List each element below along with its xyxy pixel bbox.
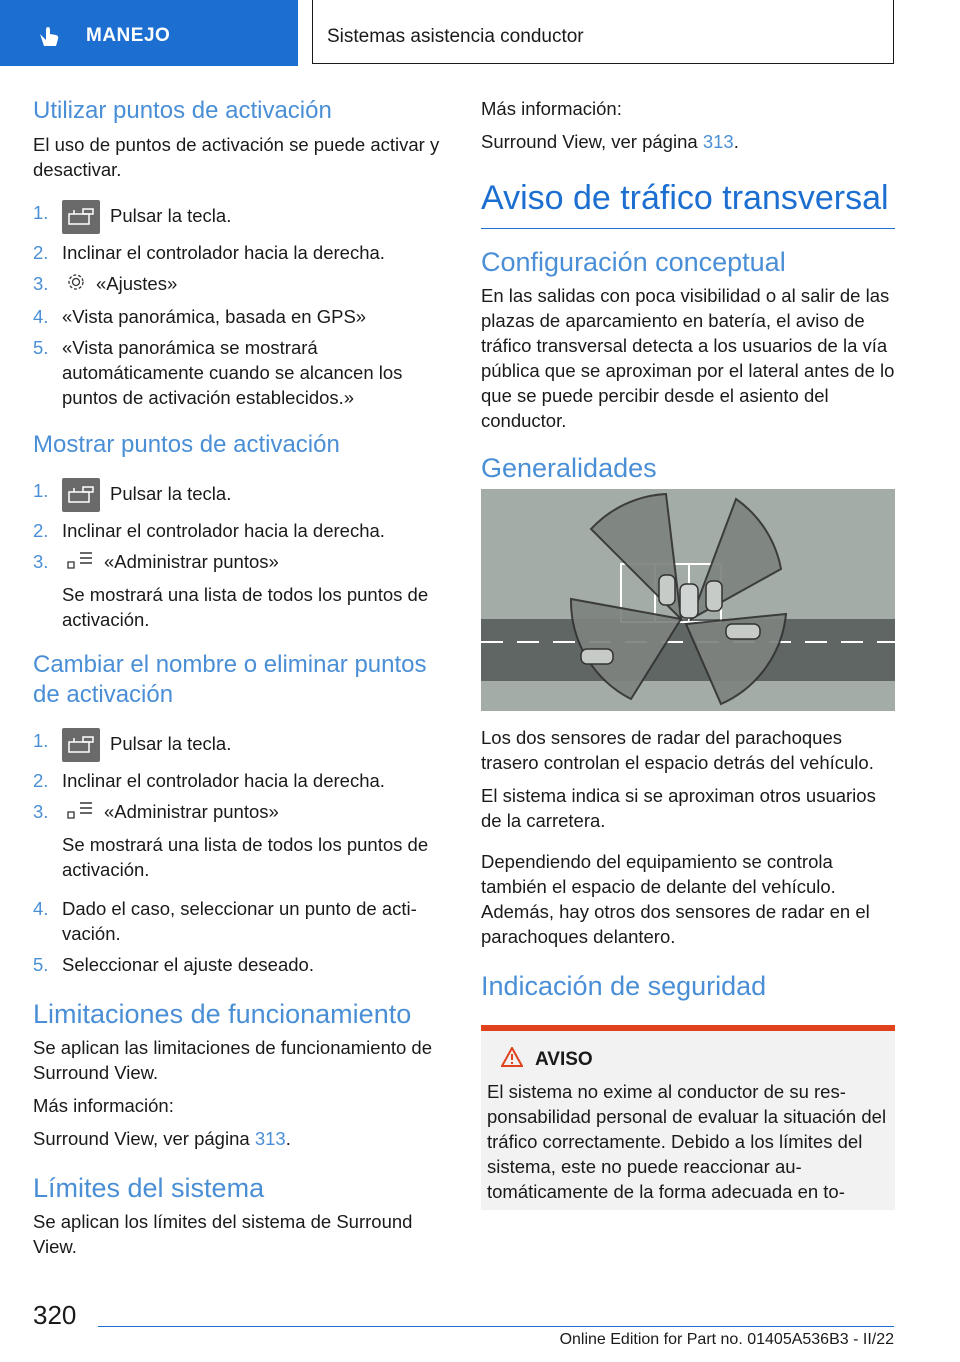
- warning-label: AVISO: [535, 1049, 593, 1070]
- section-label: MANEJO: [86, 25, 171, 46]
- paragraph: Se aplican los límites del sistema de Surround View.: [33, 1211, 413, 1258]
- cross-traffic-illustration: [481, 489, 895, 711]
- step-item: 2. Inclinar el controlador hacia la derecha.: [33, 242, 385, 263]
- step-item: 5. Seleccionar el ajuste deseado.: [33, 954, 314, 976]
- section-tab: [0, 0, 298, 66]
- page-number: 320: [33, 1300, 77, 1330]
- paragraph: Dependiendo del equipamiento se controla también el espacio de delante del vehículo. Además, hay otros dos sensores de radar en el parachoques delantero.: [481, 851, 870, 947]
- warning-icon: [501, 1047, 523, 1073]
- step-note: Se mostrará una lista de todos los puntos de activación.: [62, 834, 429, 881]
- paragraph: Más información:: [481, 98, 622, 119]
- section-title: Utilizar puntos de activación: [33, 97, 332, 124]
- chapter-box: [312, 0, 894, 64]
- paragraph: Los dos sensores de radar del parachoques trasero controlan el espacio detrás del vehículo.: [481, 727, 874, 773]
- section-title: Límites del sistema: [33, 1173, 265, 1204]
- warning-text: El sistema no exime al conductor de su responsabilidad personal de evaluar la situación del tráfico correctamente. Debido a los límites del sistema, este no puede reaccionar automáticamente de la forma adecuada en to-: [487, 1081, 887, 1202]
- section-title: Cambiar el nombre o eliminar puntos de activación: [33, 651, 427, 709]
- manage-points-icon: [66, 550, 94, 576]
- warning-box: [481, 1025, 895, 1210]
- paragraph: Surround View, ver página 313.: [33, 1128, 291, 1150]
- paragraph: En las salidas con poca visibilidad o al salir de las plazas de aparcamiento en batería, el aviso de tráfico transversal detecta a los usuarios de la vía pública que se aproximan por el lateral antes de lo que se puede percibir desde el asiento del conductor.: [481, 285, 895, 431]
- section-title: Generalidades: [481, 453, 657, 483]
- gear-icon: [66, 272, 86, 298]
- step-item: 3. «Ajustes»: [33, 271, 443, 298]
- left-column: [33, 96, 443, 1267]
- step-item: 1. Pulsar la tecla.: [33, 200, 443, 234]
- step-item: 3. «Administrar puntos»: [33, 549, 443, 576]
- chapter-label: Sistemas asistencia conductor: [327, 26, 584, 47]
- section-title: Indicación de seguridad: [481, 971, 767, 1001]
- camera-key-icon: [62, 478, 100, 512]
- warning-title: [487, 1047, 887, 1073]
- step-item: 3. «Administrar puntos»: [33, 799, 443, 826]
- step-item: 1. Pulsar la tecla.: [33, 728, 443, 762]
- step-note: Se mostrará una lista de todos los puntos de activación.: [62, 584, 429, 631]
- step-list: [33, 728, 443, 826]
- paragraph: El uso de puntos de activación se puede activar y desactivar.: [33, 134, 440, 180]
- step-list: [33, 200, 443, 410]
- paragraph: El sistema indica si se aproximan otros usuarios de la carretera.: [481, 785, 876, 831]
- steering-hand-icon: [36, 22, 62, 48]
- step-item: 4. Dado el caso, seleccionar un punto de activación.: [33, 898, 417, 945]
- page-link[interactable]: 313: [254, 1128, 286, 1150]
- step-item: 5. «Vista panorámica se mostrará automáticamente cuando se alcancen los puntos de activación establecidos.»: [33, 337, 403, 409]
- edition-text: Online Edition for Part no. 01405A536B3 - II/22: [559, 1331, 894, 1348]
- page-link[interactable]: 313: [702, 131, 734, 152]
- radar-diagram: [481, 489, 895, 711]
- camera-key-icon: [62, 200, 100, 234]
- camera-key-icon: [62, 728, 100, 762]
- manage-points-icon: [66, 800, 94, 826]
- step-list: [33, 896, 443, 977]
- step-item: 4. «Vista panorámica, basada en GPS»: [33, 306, 367, 328]
- right-column: [481, 96, 895, 1210]
- paragraph: Se aplican las limitaciones de funcionamiento de Surround View.: [33, 1037, 433, 1084]
- page-header: [0, 0, 960, 66]
- step-item: 2. Inclinar el controlador hacia la derecha.: [33, 520, 385, 542]
- step-list: [33, 478, 443, 576]
- step-item: 1. Pulsar la tecla.: [33, 478, 443, 512]
- section-title: Configuración conceptual: [481, 247, 786, 277]
- paragraph: Más información:: [33, 1095, 174, 1117]
- section-title: Mostrar puntos de activación: [33, 431, 340, 459]
- footer-rule: [98, 1326, 894, 1327]
- paragraph: Surround View, ver página 313.: [481, 131, 739, 152]
- step-item: 2. Inclinar el controlador hacia la derecha.: [33, 770, 385, 792]
- section-title: Limitaciones de funcionamiento: [33, 999, 412, 1030]
- title-rule: [481, 228, 895, 229]
- chapter-title: Aviso de tráfico transversal: [481, 179, 889, 217]
